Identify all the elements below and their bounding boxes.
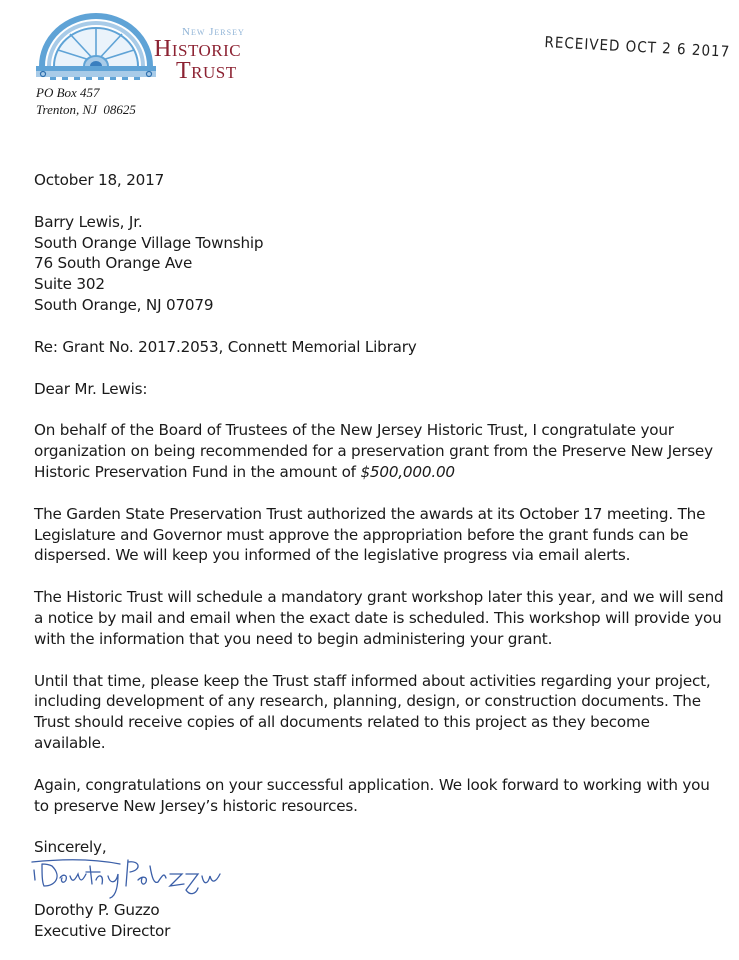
paragraph-closing: Again, congratulations on your successful application. We look forward to working with you to preserve New Jersey’s historic resources. (34, 775, 710, 815)
recipient-line: South Orange, NJ 07079 (34, 295, 214, 314)
signer-title: Executive Director (34, 921, 171, 940)
signer-name: Dorothy P. Guzzo (34, 901, 160, 920)
return-address-line: PO Box 457 (36, 85, 100, 100)
letter-date: October 18, 2017 (34, 171, 165, 189)
letterhead-logo (36, 10, 276, 85)
salutation: Dear Mr. Lewis: (34, 379, 148, 398)
closing: Sincerely, (34, 838, 107, 857)
recipient-line: Barry Lewis, Jr. (34, 212, 143, 231)
logo-trust: Trust (176, 58, 237, 84)
grant-amount: $500,000.00 (360, 462, 455, 481)
logo-wordmark (154, 26, 245, 82)
paragraph-documents: Until that time, please keep the Trust staff informed about activities regarding your project, including development of any research, planning, design, or construction documents. The Trust should receive copies of all documents related to this project as they become available. (34, 671, 711, 752)
paragraph-text: On behalf of the Board of Trustees of the New Jersey Historic Trust, I congratulate your organization on being recommended for a preservation grant from the Preserve New Jersey Historic Preservation Fund in the amount of (34, 421, 713, 481)
arch-window-icon (36, 10, 156, 80)
return-address-line: Trenton, NJ 08625 (36, 102, 136, 117)
recipient-line: Suite 302 (34, 275, 105, 294)
handwritten-signature (30, 856, 260, 900)
paragraph-workshop: The Historic Trust will schedule a mandatory grant workshop later this year, and we will send a notice by mail and email when the exact date is scheduled. This workshop will provide you with the information that you need to begin administering your grant. (34, 588, 724, 648)
paragraph-authorization: The Garden State Preservation Trust authorized the awards at its October 17 meeting. The Legislature and Governor must approve the appropriation before the grant funds can be dispersed. We will keep you informed of the legislative progress via email alerts. (34, 504, 706, 565)
paragraph-congratulations (34, 420, 724, 482)
received-stamp: RECEIVED OCT 2 6 2017 (544, 33, 731, 61)
recipient-line: South Orange Village Township (34, 233, 264, 252)
signature (34, 858, 724, 900)
recipient-line: 76 South Orange Ave (34, 254, 193, 273)
letter-body (34, 170, 724, 942)
re-line: Re: Grant No. 2017.2053, Connett Memorial Library (34, 337, 417, 356)
return-address (36, 84, 136, 118)
logo-new-jersey: New Jersey (182, 26, 245, 38)
recipient-address (34, 212, 724, 316)
logo-historic: Historic (154, 36, 242, 62)
